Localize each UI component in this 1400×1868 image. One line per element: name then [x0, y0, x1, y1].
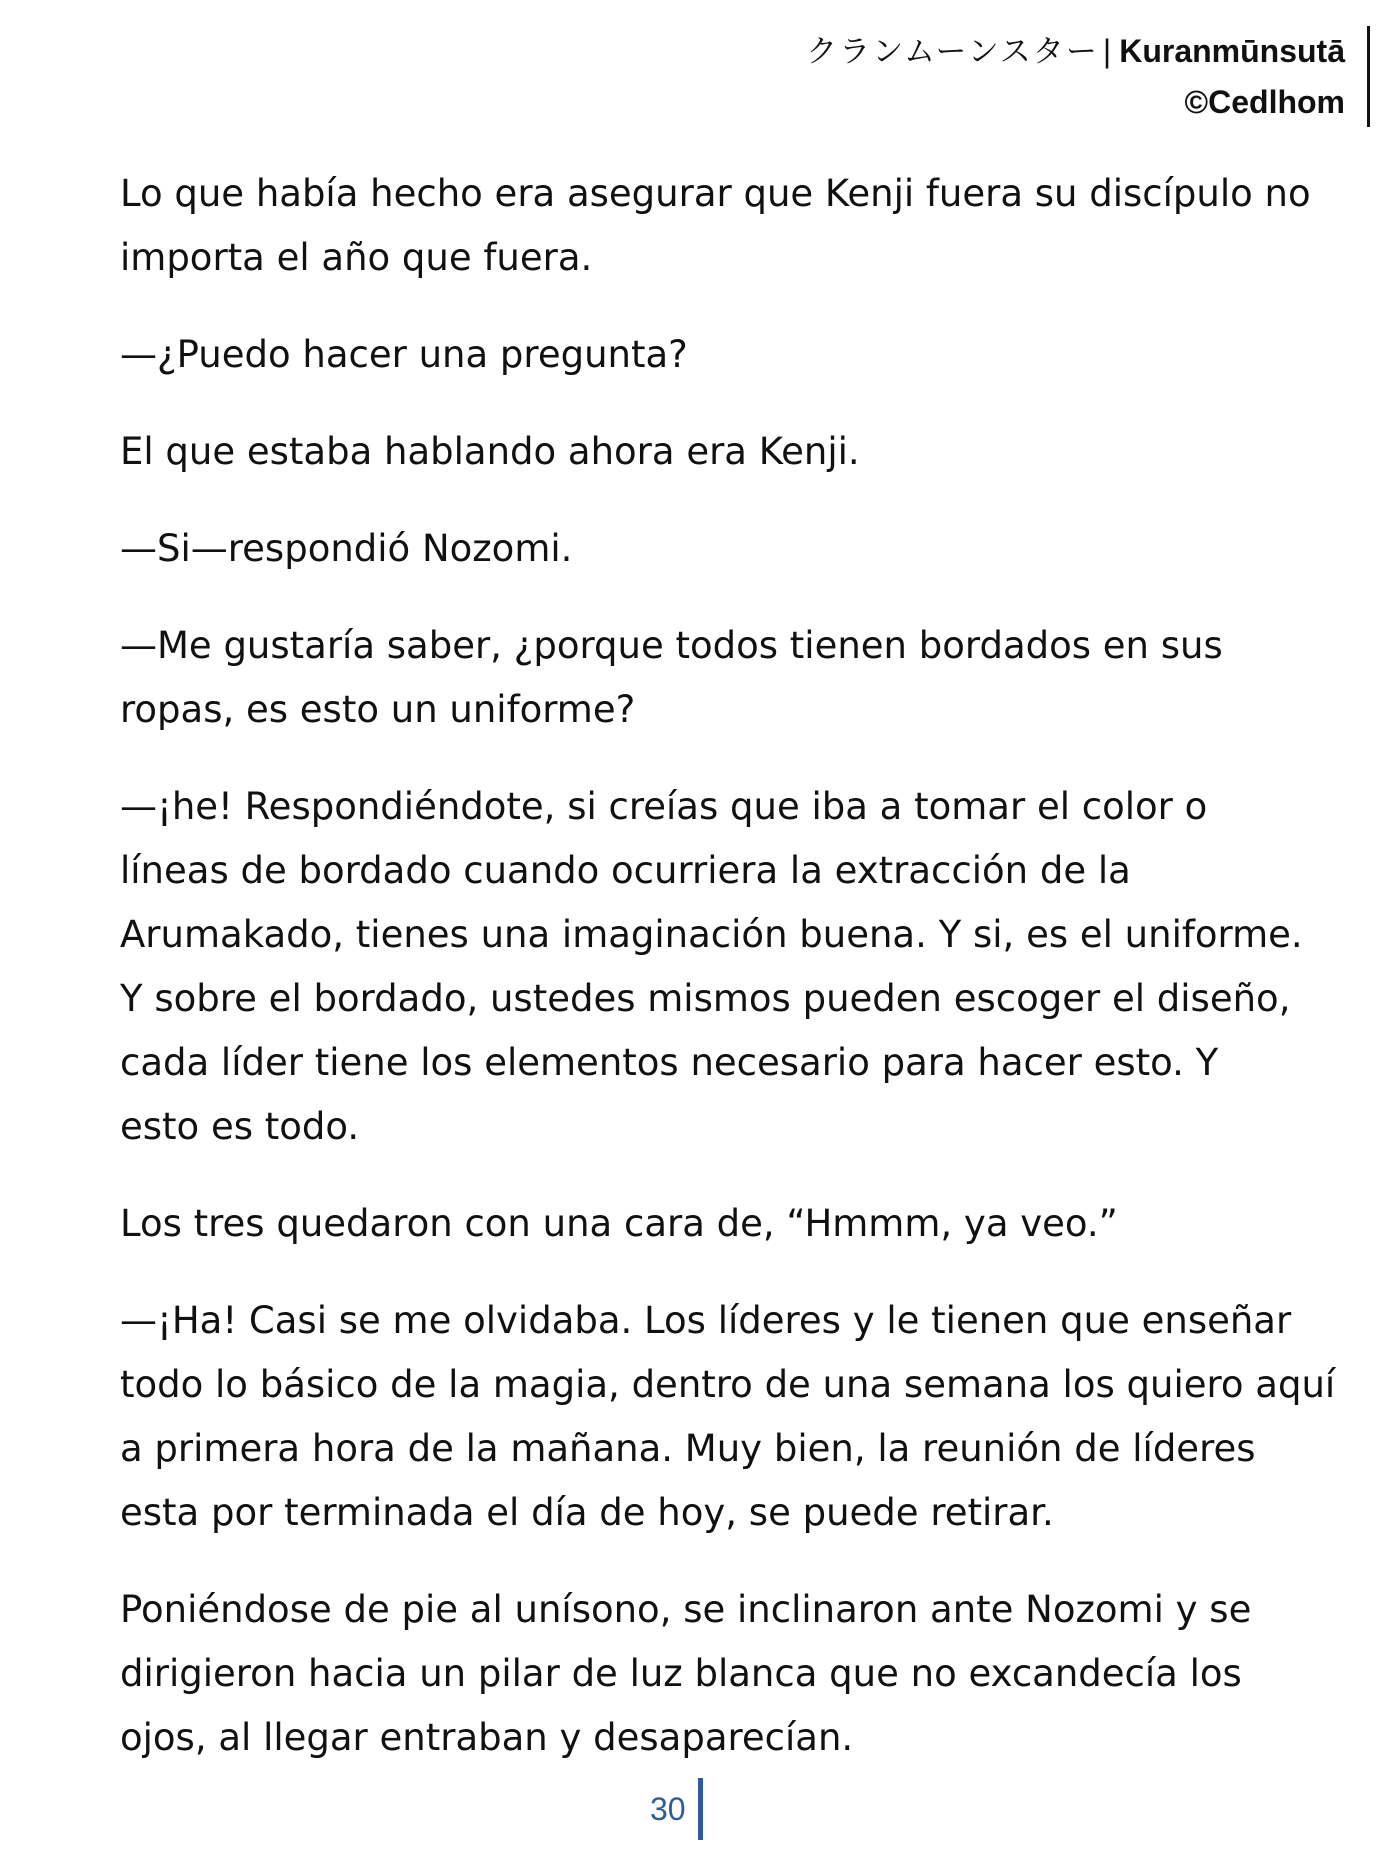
- page-number: 30: [650, 1790, 686, 1827]
- text-line: a primera hora de la mañana. Muy bien, la reunión de líderes: [120, 1427, 1256, 1470]
- header-separator: |: [1102, 33, 1112, 69]
- text-line: dirigieron hacia un pilar de luz blanca que no excandecía los: [120, 1652, 1242, 1695]
- text-line: cada líder tiene los elementos necesario para hacer esto. Y: [120, 1041, 1219, 1084]
- page-body: [120, 162, 1336, 1803]
- japanese-title: クランムーンスター: [806, 34, 1099, 70]
- paragraph: [120, 517, 1305, 581]
- page-footer: [650, 1778, 703, 1840]
- text-line: ropas, es esto un uniforme?: [120, 688, 636, 731]
- page-number-bar: [698, 1778, 703, 1840]
- paragraph: [120, 1578, 1305, 1770]
- text-line: —Me gustaría saber, ¿porque todos tienen bordados en sus: [120, 624, 1223, 667]
- romaji-title: Kuranmūnsutā: [1119, 33, 1345, 69]
- paragraph: [120, 323, 1305, 387]
- header-title-line: [806, 26, 1345, 77]
- text-line: —Si—respondió Nozomi.: [120, 527, 573, 570]
- text-line: Los tres quedaron con una cara de, “Hmmm, ya veo.”: [120, 1202, 1118, 1245]
- text-line: importa el año que fuera.: [120, 236, 593, 279]
- text-line: —¡he! Respondiéndote, si creías que iba a tomar el color o: [120, 785, 1208, 828]
- text-line: todo lo básico de la magia, dentro de una semana los quiero aquí: [120, 1363, 1336, 1406]
- text-line: ojos, al llegar entraban y desaparecían.: [120, 1716, 854, 1759]
- paragraph: [120, 162, 1311, 290]
- text-line: líneas de bordado cuando ocurriera la extracción de la: [120, 849, 1131, 892]
- paragraph: [120, 775, 1305, 1159]
- text-line: Lo que había hecho era asegurar que Kenji fuera su discípulo no: [120, 172, 1311, 215]
- text-line: El que estaba hablando ahora era Kenji.: [120, 430, 860, 473]
- text-line: —¡Ha! Casi se me olvidaba. Los líderes y le tienen que enseñar: [120, 1299, 1292, 1342]
- page-header: [806, 26, 1370, 127]
- text-line: Poniéndose de pie al unísono, se inclinaron ante Nozomi y se: [120, 1588, 1252, 1631]
- paragraph: [120, 614, 1305, 742]
- text-line: esto es todo.: [120, 1105, 360, 1148]
- paragraph: [120, 1192, 1305, 1256]
- text-line: Y sobre el bordado, ustedes mismos pueden escoger el diseño,: [120, 977, 1291, 1020]
- text-line: esta por terminada el día de hoy, se puede retirar.: [120, 1491, 1054, 1534]
- text-line: —¿Puedo hacer una pregunta?: [120, 333, 688, 376]
- copyright-notice: ©Cedlhom: [1184, 84, 1345, 120]
- paragraph: [120, 420, 1305, 484]
- paragraph: [120, 1289, 1336, 1545]
- text-line: Arumakado, tienes una imaginación buena. Y si, es el uniforme.: [120, 913, 1303, 956]
